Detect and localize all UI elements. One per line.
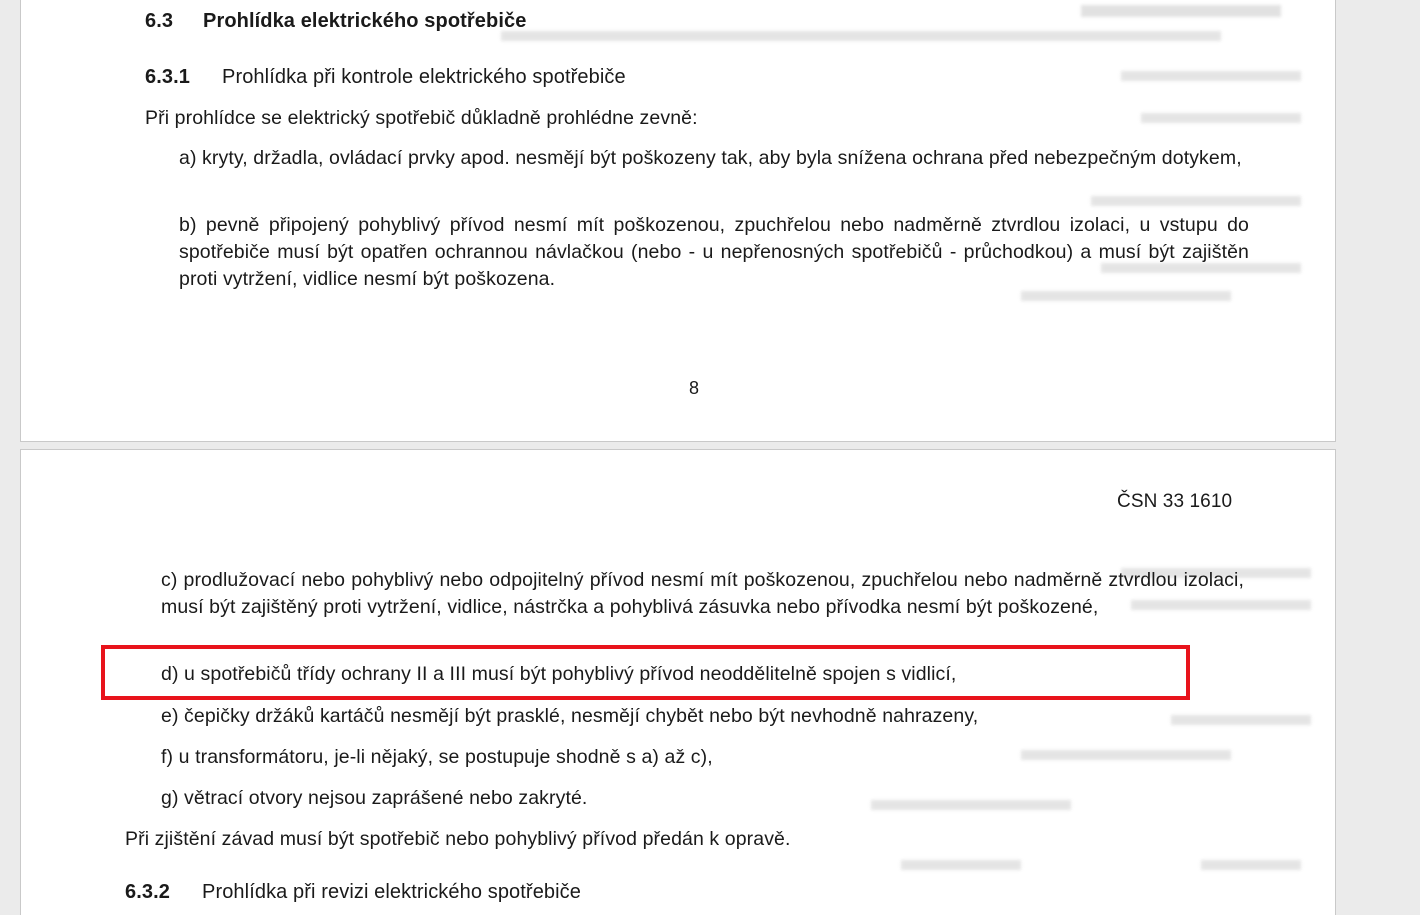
section-number: 6.3 bbox=[145, 10, 174, 32]
list-item-e: e) čepičky držáků kartáčů nesmějí být prasklé, nesmějí chybět nebo být nevhodně nahrazeny, bbox=[161, 705, 979, 727]
subsection-number: 6.3.2 bbox=[125, 881, 170, 903]
document-page-8 bbox=[20, 0, 1336, 442]
inspection-intro: Při prohlídce se elektrický spotřebič důkladně prohlédne zevně: bbox=[145, 107, 698, 129]
list-item-f: f) u transformátoru, je-li nějaký, se postupuje shodně s a) až c), bbox=[161, 746, 713, 768]
list-item-g: g) větrací otvory nejsou zaprášené nebo zakryté. bbox=[161, 787, 588, 809]
section-title: Prohlídka elektrického spotřebiče bbox=[203, 10, 527, 32]
section-heading-6-3 bbox=[145, 10, 526, 33]
page-number: 8 bbox=[689, 378, 700, 398]
subsection-title: Prohlídka při revizi elektrického spotřebiče bbox=[202, 881, 582, 903]
list-item-c: c) prodlužovací nebo pohyblivý nebo odpojitelný přívod nesmí mít poškozenou, zpuchřelou nebo nadměrně ztvrdlou izolaci, musí být zajištěný proti vytržení, vidlice, nástrčka a pohyblivá zásuvka nebo přívodka nesmí být poškozené, bbox=[161, 569, 1244, 618]
list-item-b: b) pevně připojený pohyblivý přívod nesmí mít poškozenou, zpuchřelou nebo nadměrně ztvrdlou izolaci, u vstupu do spotřebiče musí být opatřen ochrannou návlačkou (nebo - u nepřenosných spotřebičů - průchodkou) a musí být zajištěn proti vytržení, vidlice nesmí být poškozena. bbox=[179, 214, 1249, 290]
highlight-annotation-box bbox=[101, 645, 1190, 700]
subsection-heading-6-3-1 bbox=[145, 66, 626, 89]
subsection-heading-6-3-2 bbox=[125, 881, 581, 904]
list-item-d: d) u spotřebičů třídy ochrany II a III musí být pohyblivý přívod neoddělitelně spojen s vidlicí, bbox=[161, 663, 957, 685]
defects-conclusion: Při zjištění závad musí být spotřebič nebo pohyblivý přívod předán k opravě. bbox=[125, 828, 791, 850]
list-item-a: a) kryty, držadla, ovládací prvky apod. nesmějí být poškozeny tak, aby byla snížena ochrana před nebezpečným dotykem, bbox=[179, 147, 1242, 169]
subsection-number: 6.3.1 bbox=[145, 66, 190, 88]
subsection-title: Prohlídka při kontrole elektrického spotřebiče bbox=[222, 66, 626, 88]
standard-reference: ČSN 33 1610 bbox=[1117, 491, 1233, 512]
